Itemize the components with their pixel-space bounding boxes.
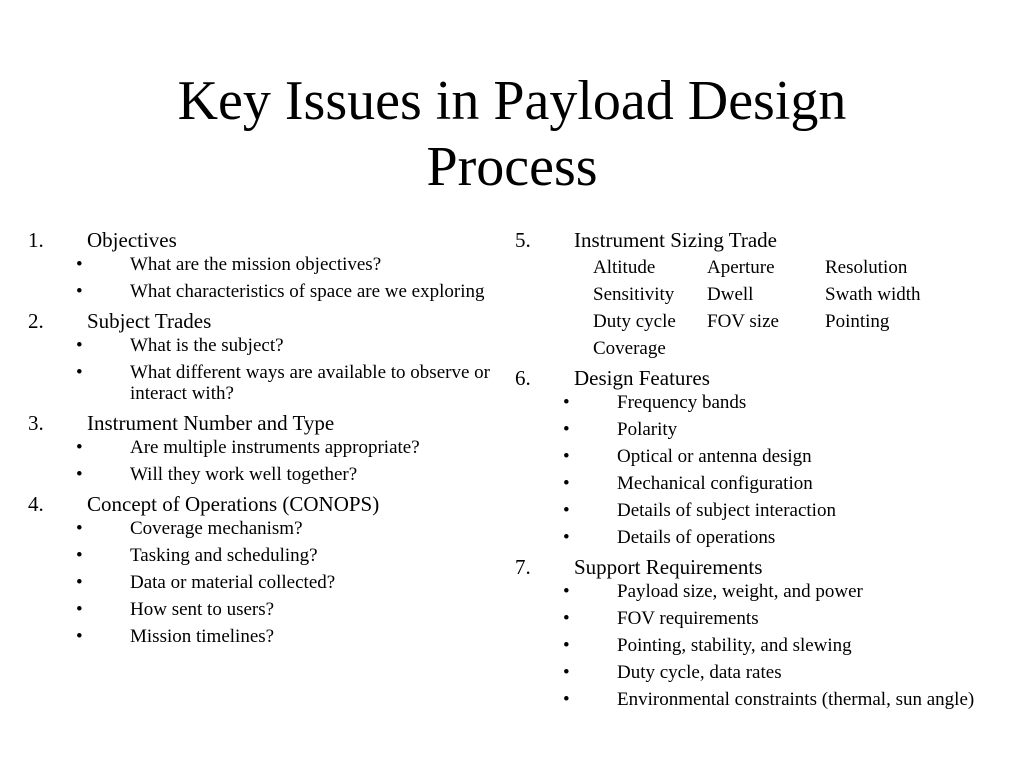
bullet-list: [28, 437, 498, 485]
section-instrument-sizing-trade: [515, 227, 995, 359]
section-conops: [28, 491, 498, 647]
bullet-list: [515, 392, 995, 548]
bullet-list: [28, 518, 498, 647]
bullet-icon: •: [76, 281, 83, 302]
bullet-icon: •: [76, 572, 83, 593]
trade-cell: [707, 338, 825, 359]
section-heading: [28, 227, 498, 253]
bullet-list: [515, 581, 995, 710]
bullet-icon: •: [563, 635, 570, 656]
section-number: 3.: [28, 411, 44, 435]
bullet-icon: •: [563, 581, 570, 602]
bullet-icon: •: [76, 464, 83, 485]
bullet-icon: •: [76, 545, 83, 566]
section-label: Design Features: [574, 366, 710, 390]
right-column: [515, 225, 995, 716]
section-number: 5.: [515, 228, 531, 252]
section-objectives: [28, 227, 498, 302]
bullet-icon: •: [76, 362, 83, 383]
section-heading: [515, 365, 995, 391]
section-subject-trades: [28, 308, 498, 404]
bullet-item: • Optical or antenna design: [563, 446, 812, 467]
trade-cell: [825, 338, 955, 359]
bullet-icon: •: [76, 626, 83, 647]
bullet-item: • What different ways are available to observe or interact with?: [76, 362, 490, 404]
section-number: 6.: [515, 366, 531, 390]
bullet-item: • What characteristics of space are we exploring: [76, 281, 485, 302]
bullet-icon: •: [563, 446, 570, 467]
bullet-item: • Mechanical configuration: [563, 473, 813, 494]
trade-cell: FOV size: [707, 311, 779, 332]
bullet-icon: •: [563, 392, 570, 413]
trade-cell: Resolution: [825, 257, 908, 278]
trade-cell: Aperture: [707, 257, 775, 278]
section-heading: [28, 410, 498, 436]
bullet-item: • Coverage mechanism?: [76, 518, 303, 539]
bullet-list: [28, 335, 498, 404]
bullet-icon: •: [563, 527, 570, 548]
slide-title: [0, 68, 1024, 200]
section-label: Instrument Number and Type: [87, 411, 335, 435]
section-label: Subject Trades: [87, 309, 212, 333]
bullet-item: • Details of subject interaction: [563, 500, 836, 521]
section-label: Objectives: [87, 228, 177, 252]
section-number: 7.: [515, 555, 531, 579]
bullet-item: • Payload size, weight, and power: [563, 581, 863, 602]
bullet-list: [28, 254, 498, 302]
bullet-icon: •: [563, 500, 570, 521]
trade-cell: Duty cycle: [593, 311, 676, 332]
trade-cell: Pointing: [825, 311, 890, 332]
bullet-icon: •: [76, 335, 83, 356]
section-heading: [28, 308, 498, 334]
trade-cell: Dwell: [707, 284, 754, 305]
bullet-icon: •: [563, 689, 570, 710]
trade-row: [593, 311, 995, 332]
bullet-icon: •: [563, 419, 570, 440]
section-support-requirements: [515, 554, 995, 710]
slide-title-line2: Process: [426, 136, 598, 198]
bullet-item: • Duty cycle, data rates: [563, 662, 782, 683]
trade-row: [593, 284, 995, 305]
bullet-icon: •: [563, 473, 570, 494]
bullet-item: • FOV requirements: [563, 608, 759, 629]
section-number: 2.: [28, 309, 44, 333]
bullet-item: • Frequency bands: [563, 392, 747, 413]
bullet-item: • Polarity: [563, 419, 678, 440]
section-label: Concept of Operations (CONOPS): [87, 492, 380, 516]
bullet-item: • Tasking and scheduling?: [76, 545, 318, 566]
slide-title-line1: Key Issues in Payload Design: [177, 70, 847, 132]
section-heading: [515, 554, 995, 580]
trade-cell: Swath width: [825, 284, 921, 305]
section-design-features: [515, 365, 995, 548]
bullet-item: • What are the mission objectives?: [76, 254, 382, 275]
bullet-item: • Will they work well together?: [76, 464, 358, 485]
section-label: Support Requirements: [574, 555, 763, 579]
bullet-item: • Mission timelines?: [76, 626, 275, 647]
bullet-icon: •: [76, 254, 83, 275]
bullet-icon: •: [563, 608, 570, 629]
trade-cell: Altitude: [593, 257, 656, 278]
bullet-item: • Details of operations: [563, 527, 776, 548]
bullet-icon: •: [563, 662, 570, 683]
bullet-item: • Are multiple instruments appropriate?: [76, 437, 420, 458]
bullet-icon: •: [76, 599, 83, 620]
bullet-item: • What is the subject?: [76, 335, 284, 356]
bullet-item: • Data or material collected?: [76, 572, 336, 593]
trade-table: [593, 257, 995, 359]
section-heading: [515, 227, 995, 253]
bullet-item: • Pointing, stability, and slewing: [563, 635, 852, 656]
section-number: 1.: [28, 228, 44, 252]
trade-cell: Sensitivity: [593, 284, 675, 305]
bullet-item: • Environmental constraints (thermal, sun angle): [563, 689, 975, 710]
bullet-icon: •: [76, 518, 83, 539]
section-heading: [28, 491, 498, 517]
section-instrument-number-type: [28, 410, 498, 485]
bullet-item: • How sent to users?: [76, 599, 275, 620]
bullet-icon: •: [76, 437, 83, 458]
section-number: 4.: [28, 492, 44, 516]
left-column: [28, 225, 498, 653]
trade-cell: Coverage: [593, 338, 666, 359]
trade-row: [593, 257, 995, 278]
trade-row: [593, 338, 995, 359]
section-label: Instrument Sizing Trade: [574, 228, 777, 252]
